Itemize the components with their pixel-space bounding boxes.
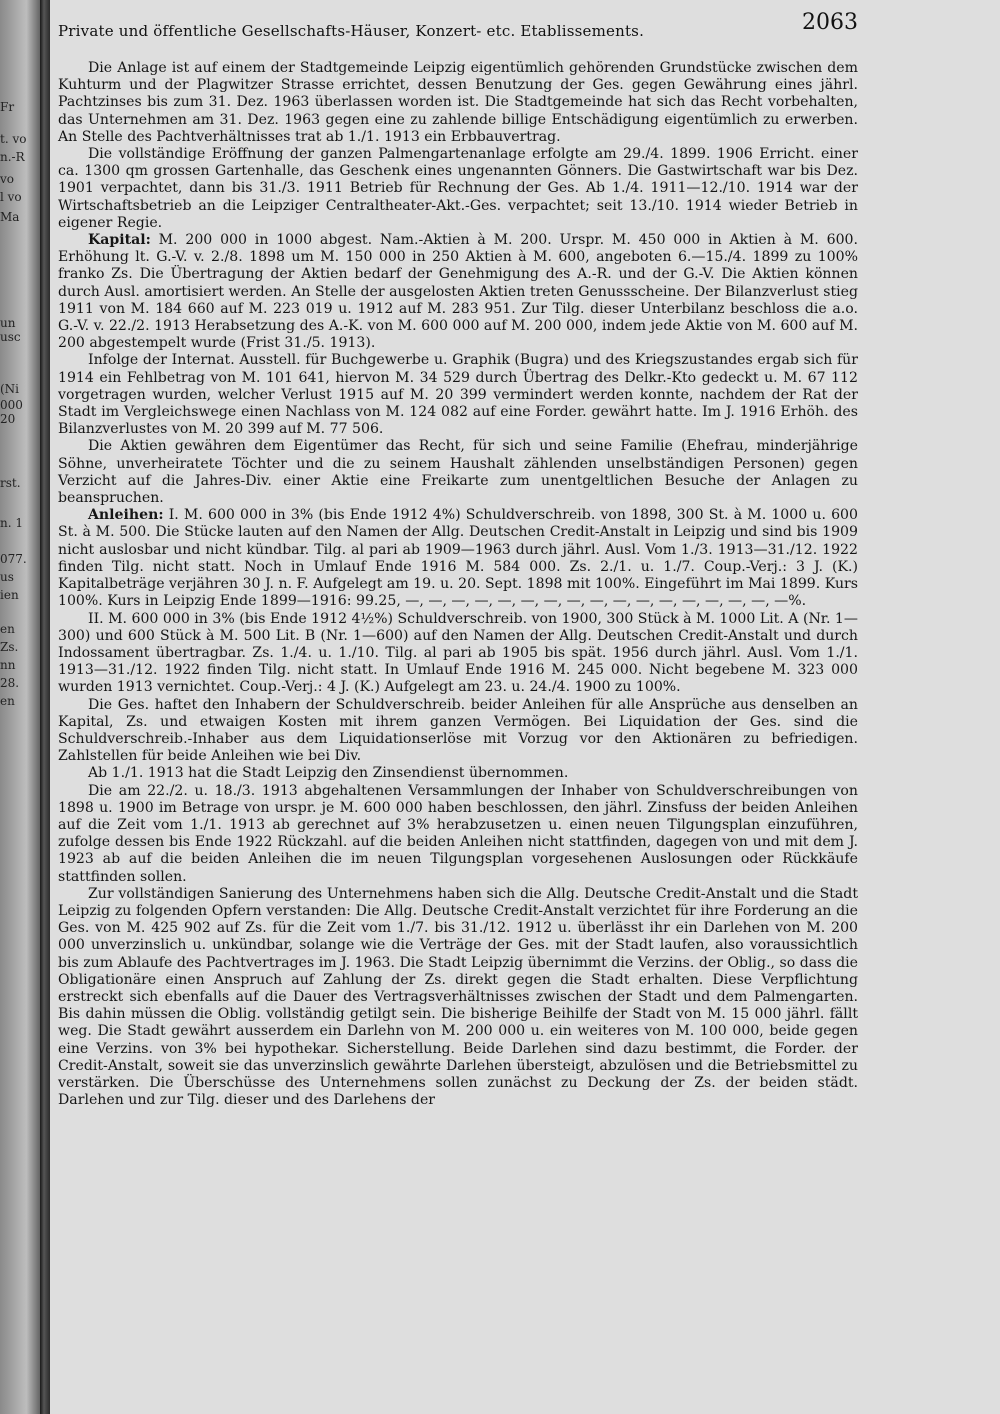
- paragraph-text: Infolge der Internat. Ausstell. für Buchgewerbe u. Graphik (Bugra) und des Kriegszustandes ergab sich für 1914 ein Fehlbetrag von M. 101 641, hiervon M. 34 529 durch Übertrag des Delkr.-Kto gedeckt u. M. 67 112 vorgetragen wurden, welcher Verlust 1915 auf M. 20 399 vermindert werden konnte, nachdem der Rat der Stadt im Vergleichswege einen Nachlass von M. 124 082 auf eine Forder. gewährt hatte. Im J. 1916 Erhöh. des Bilanzverlustes von M. 20 399 auf M. 77 506.: [58, 352, 858, 438]
- margin-fragment: 20: [0, 412, 16, 426]
- paragraph-text: Die vollständige Eröffnung der ganzen Palmengartenanlage erfolgte am 29./4. 1899. 1906 Erricht. einer ca. 1300 qm grossen Gartenhalle, das Geschenk eines ungenannten Gönners. Die Gastwirtschaft war bis Dez. 1901 verpachtet, dann bis 31./3. 1911 Betrieb für Rechnung der Ges. Ab 1./4. 1911—12./10. 1914 war der Wirtschaftsbetrieb an die Leipziger Centraltheater-Akt.-Ges. verpachtet; seit 13./10. 1914 wieder Betrieb in eigener Regie.: [58, 146, 858, 231]
- margin-fragment: 077.: [0, 552, 27, 566]
- paragraph: [58, 352, 858, 438]
- paragraph: [58, 146, 858, 232]
- margin-fragment: Ma: [0, 210, 20, 224]
- margin-fragment: t. vo: [0, 132, 27, 146]
- page-number: 2063: [802, 10, 858, 35]
- margin-fragment: us: [0, 570, 14, 584]
- margin-fragment: 28.: [0, 676, 20, 690]
- margin-fragment: 000: [0, 398, 23, 412]
- paragraph-text: II. M. 600 000 in 3% (bis Ende 1912 4½%) Schuldverschreib. von 1900, 300 Stück à M. 1000 Lit. A (Nr. 1—300) und 600 Stück à M. 500 Lit. B (Nr. 1—600) auf den Namen der Allg. Deutschen Credit-Anstalt und durch Indossament übertragbar. Zs. 1./4. u. 1./10. Tilg. al pari ab 1905 bis spät. 1956 durch jährl. Ausl. Vom 1./1. 1913—31./12. 1922 finden Tilg. nicht statt. In Umlauf Ende 1916 M. 245 000. Nicht begebene M. 323 000 wurden 1913 vernichtet. Coup.-Verj.: 4 J. (K.) Aufgelegt am 23. u. 24./4. 1900 zu 100%.: [58, 610, 858, 696]
- paragraph-text: Die Ges. haftet den Inhabern der Schuldverschreib. beider Anleihen für alle Ansprüche aus denselben an Kapital, Zs. und etwaigen Kosten mit ihrem ganzen Vermögen. Bei Liquidation der Ges. sind die Schuldverschreib.-Inhaber aus dem Liquidationserlöse mit Vorzug vor den Aktionären zu befriedigen. Zahlstellen für beide Anleihen wie bei Div.: [58, 696, 858, 765]
- paragraph: [58, 886, 858, 1110]
- paragraph-lead: Kapital:: [88, 232, 151, 249]
- paragraph-text: Ab 1./1. 1913 hat die Stadt Leipzig den Zinsendienst übernommen.: [88, 765, 569, 782]
- paragraph-text: Zur vollständigen Sanierung des Unternehmens haben sich die Allg. Deutsche Credit-Anstalt und die Stadt Leipzig zu folgenden Opfern verstanden: Die Allg. Deutsche Credit-Anstalt verzichtet für ihre Forderung an die Ges. von M. 425 902 auf Zs. für die Zeit vom 1./7. bis 31./12. 1912 u. überlässt ihr ein Darlehen von M. 200 000 unverzinslich u. unkündbar, solange wie die Verträge der Ges. mit der Stadt laufen, also voraussichtlich bis zum Ablaufe des Pachtvertrages im J. 1963. Die Stadt Leipzig übernimmt die Verzins. der Oblig., so dass die Obligationäre einen Anspruch auf Zahlung der Zs. direkt gegen die Stadt erhalten. Diese Verpflichtung erstreckt sich ebenfalls auf die Dauer des Vertragsverhältnisses zwischen der Stadt und dem Palmengarten. Bis dahin müssen die Oblig. vollständig getilgt sein. Die bisherige Beihilfe der Stadt von M. 15 000 jährl. fällt weg. Die Stadt gewährt ausserdem ein Darlehn von M. 200 000 u. ein weiteres von M. 100 000, beide gegen eine Verzins. von 3% bei hypothekar. Sicherstellung. Beide Darlehen sind dazu bestimmt, die Forder. der Credit-Anstalt, soweit sie das unverzinslich gewährte Darlehen übersteigt, abzulösen und die Betriebsmittel zu verstärken. Die Überschüsse des Unternehmens sollen zunächst zu Deckung der Zs. der beiden städt. Darlehen und zur Tilg. dieser und des Darlehens der: [58, 885, 858, 1109]
- paragraph-text: Die Aktien gewähren dem Eigentümer das Recht, für sich und seine Familie (Ehefrau, minderjährige Söhne, unverheiratete Töchter und die zu seinem Haushalt zählenden unselbständigen Personen) gegen Verzicht auf die Jahres-Div. einer Aktie eine Freikarte zum unentgeltlichen Besuche der Anlagen zu beanspruchen.: [58, 438, 858, 507]
- paragraph-text: I. M. 600 000 in 3% (bis Ende 1912 4%) Schuldverschreib. von 1898, 300 St. à M. 1000 u. 600 St. à M. 500. Die Stücke lauten auf den Namen der Allg. Deutschen Credit-Anstalt in Leipzig und sind bis 1909 nicht auslosbar und nicht kündbar. Tilg. al pari ab 1909—1963 durch jährl. Ausl. Vom 1./3. 1913—31./12. 1922 finden Tilg. nicht statt. Noch in Umlauf Ende 1916 M. 584 000. Zs. 2./1. u. 1./7. Coup.-Verj.: 3 J. (K.) Kapitalbeträge verjähren 30 J. n. F. Aufgelegt am 19. u. 20. Sept. 1898 mit 100%. Eingeführt im Mai 1899. Kurs 100%. Kurs in Leipzig Ende 1899—1916: 99.25, —, —, —, —, —, —, —, —, —, —, —, —, —, —, —, —, —%.: [58, 507, 859, 610]
- paragraph: [58, 765, 858, 782]
- paragraph-text: Die Anlage ist auf einem der Stadtgemeinde Leipzig eigentümlich gehörenden Grundstücke zwischen dem Kuhturm und der Plagwitzer Strasse errichtet, dessen Benutzung der Ges. gegen Gewährung eines jährl. Pachtzinses bis zum 31. Dez. 1963 überlassen worden ist. Die Stadtgemeinde hat sich das Recht vorbehalten, das Unternehmen am 31. Dez. 1963 gegen eine zu zahlende billige Entschädigung eigentümlich zu erwerben. An Stelle des Pachtverhältnisses trat ab 1./1. 1913 ein Erbbauvertrag.: [58, 60, 858, 145]
- paragraph: [58, 232, 858, 352]
- margin-fragment: un: [0, 316, 16, 330]
- margin-fragment: vo: [0, 172, 15, 186]
- margin-fragment: rst.: [0, 476, 21, 490]
- margin-fragment: en: [0, 694, 15, 708]
- document-body: [58, 60, 858, 1109]
- paragraph: [58, 507, 858, 610]
- paragraph: [58, 611, 858, 697]
- margin-fragment: en: [0, 622, 15, 636]
- margin-fragment: ien: [0, 588, 19, 602]
- margin-fragment: (Ni: [0, 382, 20, 396]
- page-header: [58, 10, 858, 50]
- paragraph: [58, 60, 858, 146]
- paragraph-text: Die am 22./2. u. 18./3. 1913 abgehaltenen Versammlungen der Inhaber von Schuldverschreibungen von 1898 u. 1900 im Betrage von urspr. je M. 600 000 haben beschlossen, den jährl. Zinsfuss der beiden Anleihen auf die Zeit vom 1./1. 1913 ab gerechnet auf 3% herabzusetzen u. einen neuen Tilgungsplan einzuführen, zufolge dessen bis Ende 1922 Rückzahl. auf die beiden Anleihen nicht stattfinden, dagegen von und mit dem J. 1923 ab auf die beiden Anleihen die im neuen Tilgungsplan vorgesehenen Auslosungen oder Rückkäufe stattfinden sollen.: [58, 782, 858, 885]
- margin-fragment: nn: [0, 658, 16, 672]
- paragraph: [58, 783, 858, 886]
- book-gutter: [40, 0, 50, 1414]
- running-title: Private und öffentliche Gesellschafts-Häuser, Konzert- etc. Etablissements.: [58, 22, 645, 40]
- paragraph-lead: Anleihen:: [88, 507, 164, 524]
- margin-fragment: usc: [0, 330, 21, 344]
- paragraph: [58, 697, 858, 766]
- paragraph: [58, 438, 858, 507]
- previous-page-edge: [0, 0, 44, 1414]
- margin-fragment: Fr: [0, 100, 15, 114]
- margin-fragment: Zs.: [0, 640, 19, 654]
- margin-fragment: n. 1: [0, 516, 23, 530]
- paragraph-text: M. 200 000 in 1000 abgest. Nam.-Aktien à M. 200. Urspr. M. 450 000 in Aktien à M. 600. Erhöhung lt. G.-V. v. 2./8. 1898 um M. 150 000 in 250 Aktien à M. 600, angeboten 6.—15./4. 1899 zu 100% franko Zs. Die Übertragung der Aktien bedarf der Genehmigung des A.-R. und der G.-V. Die Aktien können durch Ausl. amortisiert werden. An Stelle der ausgelosten Aktien treten Genussscheine. Der Bilanzverlust stieg 1911 von M. 184 660 auf M. 223 019 u. 1912 auf M. 283 951. Zur Tilg. dieser Unterbilanz beschloss die a.o. G.-V. v. 22./2. 1913 Herabsetzung des A.-K. von M. 600 000 auf M. 200 000, indem jede Aktie von M. 600 auf M. 200 abgestempelt wurde (Frist 31./5. 1913).: [58, 232, 858, 352]
- margin-fragment: n.-R: [0, 150, 25, 164]
- margin-fragment: l vo: [0, 190, 22, 204]
